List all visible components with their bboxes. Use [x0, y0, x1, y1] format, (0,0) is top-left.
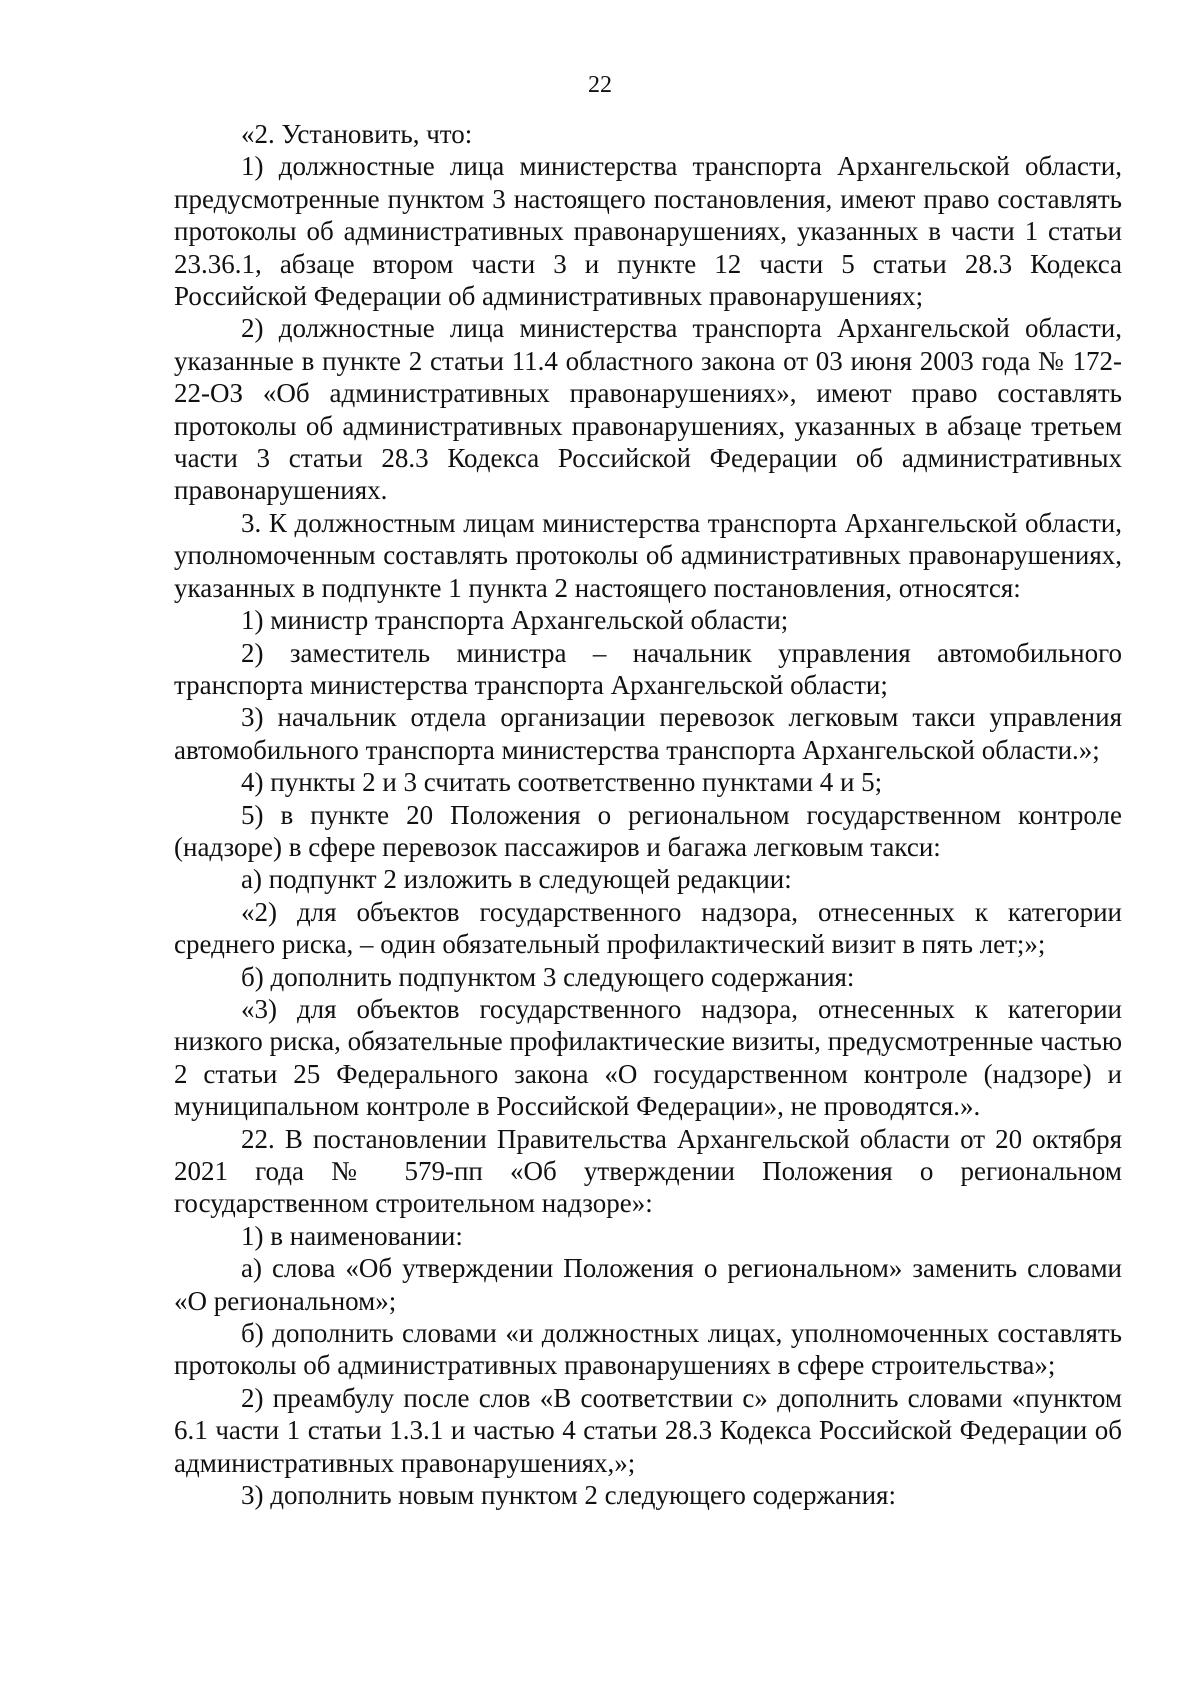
paragraph-renumber: 4) пункты 2 и 3 считать соответственно пунктами 4 и 5;: [241, 767, 883, 798]
paragraph-item-1-officials: 1) должностные лица министерства транспорта Архангельской области, предусмотренные пунктом 3 настоящего постановления, имеют право составлять протоколы об административных правонарушениях, указанных в части 1 статьи 23.36.1, абзаце втором части 3 и пункте 12 части 5 статьи 28.3 Кодекса Российской Федерации об административных правонарушениях;: [174, 151, 1122, 312]
paragraph-item-2-officials: 2) должностные лица министерства транспорта Архангельской области, указанные в пункте 2 статьи 11.4 областного закона от 03 июня 2003 года № 172-22-ОЗ «Об административных правонарушениях», имеют право составлять протоколы об административных правонарушениях, указанных в абзаце третьем части 3 статьи 28.3 Кодекса Российской Федерации об административных правонарушениях.: [174, 313, 1122, 506]
paragraph-low-risk: «3) для объектов государственного надзора, отнесенных к категории низкого риска, обязательные профилактические визиты, предусмотренные частью 2 статьи 25 Федерального закона «О государственном контроле (надзоре) и муниципальном контроле в Российской Федерации», не проводятся.».: [174, 993, 1122, 1122]
paragraph-medium-risk: «2) для объектов государственного надзора, отнесенных к категории среднего риска, – один обязательный профилактический визит в пять лет;»;: [174, 896, 1122, 960]
paragraph-deputy-minister: 2) заместитель министра – начальник управления автомобильного транспорта министерства транспорта Архангельской области;: [174, 637, 1122, 700]
paragraph-point-20: 5) в пункте 20 Положения о региональном государственном контроле (надзоре) в сфере перевозок пассажиров и багажа легковым такси:: [174, 799, 1122, 862]
document-body: [174, 118, 1122, 1511]
paragraph-preamble: 2) преамбулу после слов «В соответствии с» дополнить словами «пунктом 6.1 части 1 статьи 1.3.1 и частью 4 статьи 28.3 Кодекса Российской Федерации об административных правонарушениях,»;: [174, 1382, 1122, 1478]
paragraph-add-words: б) дополнить словами «и должностных лицах, уполномоченных составлять протоколы об административных правонарушениях в сфере строительства»;: [174, 1318, 1122, 1381]
paragraph-point-3: 3. К должностным лицам министерства транспорта Архангельской области, уполномоченным составлять протоколы об административных правонарушениях, указанных в подпункте 1 пункта 2 настоящего постановления, относятся:: [174, 507, 1122, 603]
paragraph-in-name: 1) в наименовании:: [241, 1220, 463, 1251]
paragraph-subitem-a: а) подпункт 2 изложить в следующей редакции:: [241, 864, 792, 895]
paragraph-point-22: 22. В постановлении Правительства Архангельской области от 20 октября 2021 года № 579-пп «Об утверждении Положения о региональном государственном строительном надзоре»:: [174, 1123, 1122, 1219]
paragraph-establish: «2. Установить, что:: [241, 119, 473, 149]
paragraph-subitem-b: б) дополнить подпунктом 3 следующего содержания:: [241, 961, 855, 992]
paragraph-replace-words: а) слова «Об утверждении Положения о региональном» заменить словами «О региональном»;: [174, 1253, 1122, 1316]
paragraph-minister: 1) министр транспорта Архангельской области;: [241, 605, 789, 636]
page-number: 22: [588, 72, 612, 98]
paragraph-new-point-2: 3) дополнить новым пунктом 2 следующего содержания:: [241, 1480, 896, 1511]
paragraph-department-head: 3) начальник отдела организации перевозок легковым такси управления автомобильного транспорта министерства транспорта Архангельской области.»;: [174, 702, 1122, 765]
